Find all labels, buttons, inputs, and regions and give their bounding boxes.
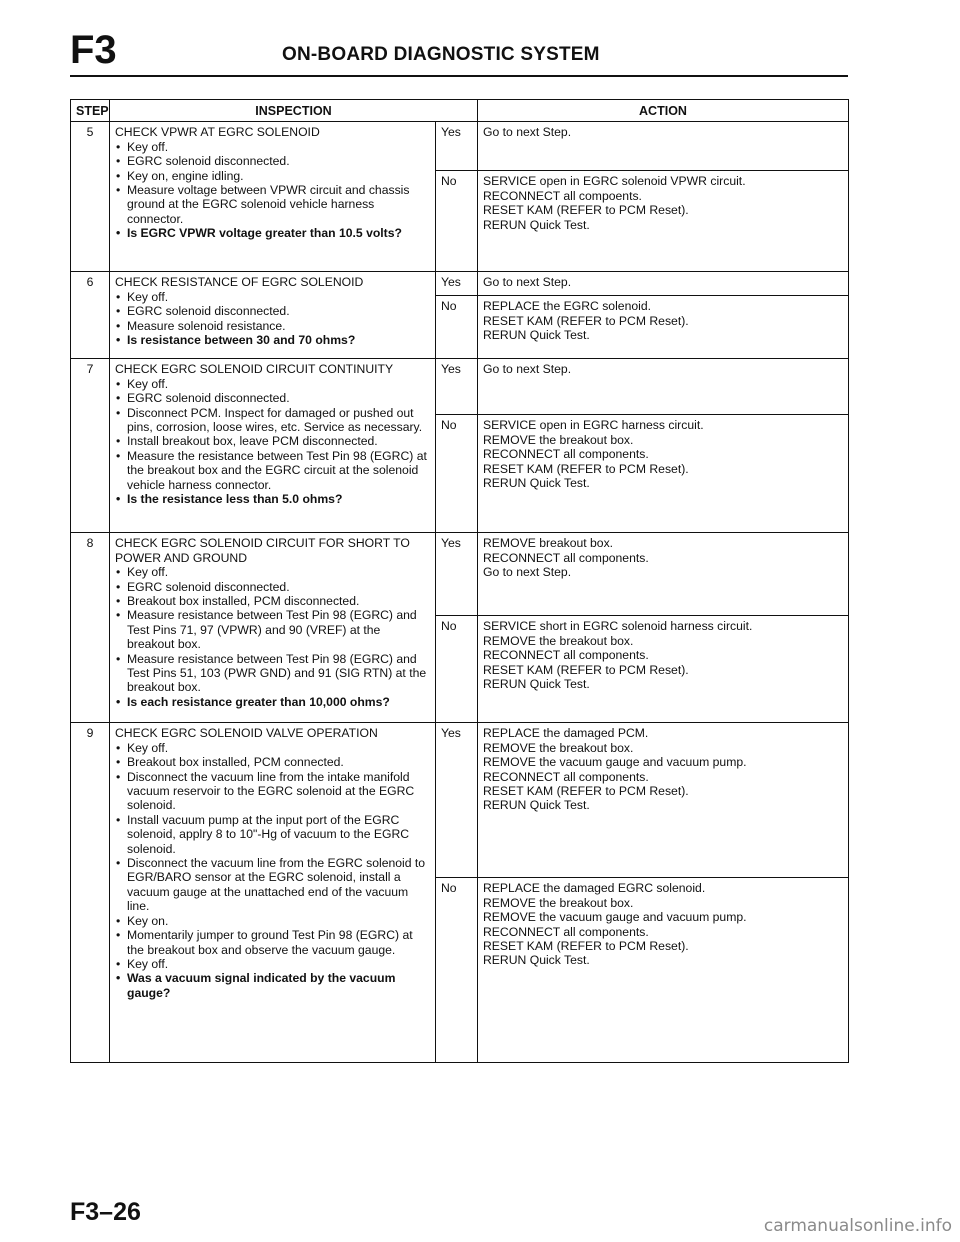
action-line: REMOVE the vacuum gauge and vacuum pump. — [483, 755, 747, 770]
inspection-title: CHECK EGRC SOLENOID CIRCUIT FOR SHORT TO POWER AND GROUND — [115, 536, 410, 565]
action-cell — [478, 272, 849, 296]
inspection-question: • Is the resistance less than 5.0 ohms? — [115, 492, 430, 506]
step-number: 8 — [71, 533, 110, 723]
action-line: REMOVE the breakout box. — [483, 633, 634, 648]
action-cell — [478, 723, 849, 878]
action-cell — [478, 616, 849, 723]
inspection-bullets — [115, 140, 430, 241]
action-line: Go to next Step. — [483, 275, 572, 290]
answer-label: Yes — [436, 723, 478, 878]
inspection-step: • Measure voltage between VPWR circuit and chassis ground at the EGRC solenoid vehicle harness connector. — [115, 183, 430, 226]
inspection-bullets — [115, 741, 430, 1000]
action-line: SERVICE short in EGRC solenoid harness circuit. — [483, 619, 753, 634]
inspection-step: • Disconnect PCM. Inspect for damaged or pushed out pins, corrosion, loose wires, etc. Service as necessary. — [115, 406, 430, 435]
answer-label: No — [436, 296, 478, 359]
action-line: RECONNECT all compoents. — [483, 188, 642, 203]
action-line: Go to next Step. — [483, 125, 572, 140]
action-line: RERUN Quick Test. — [483, 217, 590, 232]
inspection-step: • Key off. — [115, 957, 430, 971]
page-header — [70, 30, 848, 78]
page-number: F3–26 — [70, 1198, 141, 1226]
inspection-title: CHECK VPWR AT EGRC SOLENOID — [115, 125, 320, 140]
action-cell — [478, 415, 849, 533]
action-cell — [478, 122, 849, 171]
inspection-title: CHECK RESISTANCE OF EGRC SOLENOID — [115, 275, 364, 290]
table-row — [71, 122, 849, 171]
action-line: RECONNECT all components. — [483, 447, 649, 462]
header-rule — [70, 75, 848, 77]
action-line: Go to next Step. — [483, 362, 572, 377]
section-code: F3 — [70, 28, 117, 72]
inspection-step: • Measure resistance between Test Pin 98 (EGRC) and Test Pins 71, 97 (VPWR) and 90 (VREF) at the breakout box. — [115, 608, 430, 651]
inspection-bullets — [115, 565, 430, 709]
inspection-question: • Was a vacuum signal indicated by the vacuum gauge? — [115, 971, 430, 1000]
inspection-step: • Install vacuum pump at the input port of the EGRC solenoid, applry 8 to 10"-Hg of vacuum to the EGRC solenoid. — [115, 813, 430, 856]
inspection-bullets — [115, 290, 430, 348]
action-line: RESET KAM (REFER to PCM Reset). — [483, 203, 689, 218]
step-number: 9 — [71, 723, 110, 1063]
diagnostic-table — [70, 99, 849, 1063]
inspection-cell — [110, 533, 436, 723]
inspection-step: • Breakout box installed, PCM connected. — [115, 755, 430, 769]
step-number: 6 — [71, 272, 110, 359]
inspection-step: • Key off. — [115, 741, 430, 755]
action-line: RESET KAM (REFER to PCM Reset). — [483, 784, 689, 799]
action-line: REPLACE the damaged PCM. — [483, 726, 649, 741]
inspection-step: • Key on. — [115, 914, 430, 928]
column-header-action: ACTION — [478, 100, 849, 122]
action-line: RERUN Quick Test. — [483, 953, 590, 968]
inspection-step: • Measure the resistance between Test Pin 98 (EGRC) at the breakout box and the EGRC circuit at the solenoid vehicle harness connector. — [115, 449, 430, 492]
inspection-step: • Momentarily jumper to ground Test Pin 98 (EGRC) at the breakout box and observe the vacuum gauge. — [115, 928, 430, 957]
action-cell — [478, 296, 849, 359]
step-number: 5 — [71, 122, 110, 272]
action-line: RECONNECT all components. — [483, 924, 649, 939]
inspection-cell — [110, 723, 436, 1063]
inspection-step: • EGRC solenoid disconnected. — [115, 391, 430, 405]
inspection-step: • Disconnect the vacuum line from the EGRC solenoid to EGR/BARO sensor at the EGRC solenoid, install a vacuum gauge at the unattached end of the vacuum line. — [115, 856, 430, 914]
inspection-step: • EGRC solenoid disconnected. — [115, 304, 430, 318]
table-header-row — [71, 100, 849, 122]
action-line: REPLACE the EGRC solenoid. — [483, 299, 651, 314]
inspection-step: • Measure solenoid resistance. — [115, 319, 430, 333]
action-line: RERUN Quick Test. — [483, 798, 590, 813]
page-title: ON-BOARD DIAGNOSTIC SYSTEM — [282, 44, 600, 65]
action-cell — [478, 171, 849, 272]
inspection-title: CHECK EGRC SOLENOID VALVE OPERATION — [115, 726, 378, 741]
action-line: REPLACE the damaged EGRC solenoid. — [483, 881, 706, 896]
inspection-step: • Install breakout box, leave PCM disconnected. — [115, 434, 430, 448]
action-line: RERUN Quick Test. — [483, 677, 590, 692]
answer-label: No — [436, 171, 478, 272]
answer-label: Yes — [436, 122, 478, 171]
inspection-question: • Is resistance between 30 and 70 ohms? — [115, 333, 430, 347]
table-row — [71, 723, 849, 878]
action-line: Go to next Step. — [483, 565, 572, 580]
answer-label: No — [436, 878, 478, 1063]
action-line: RECONNECT all components. — [483, 769, 649, 784]
step-number: 7 — [71, 359, 110, 533]
answer-label: Yes — [436, 359, 478, 415]
action-line: RESET KAM (REFER to PCM Reset). — [483, 313, 689, 328]
action-line: REMOVE breakout box. — [483, 536, 614, 551]
action-line: RERUN Quick Test. — [483, 476, 590, 491]
inspection-step: • EGRC solenoid disconnected. — [115, 580, 430, 594]
table-row — [71, 533, 849, 616]
inspection-step: • Breakout box installed, PCM disconnected. — [115, 594, 430, 608]
inspection-cell — [110, 359, 436, 533]
action-line: RECONNECT all components. — [483, 648, 649, 663]
inspection-step: • Key off. — [115, 377, 430, 391]
action-line: SERVICE open in EGRC harness circuit. — [483, 418, 704, 433]
action-cell — [478, 533, 849, 616]
inspection-step: • Disconnect the vacuum line from the intake manifold vacuum reservoir to the EGRC solenoid at the EGRC solenoid. — [115, 770, 430, 813]
inspection-step: • Key on, engine idling. — [115, 169, 430, 183]
action-line: REMOVE the breakout box. — [483, 740, 634, 755]
inspection-cell — [110, 122, 436, 272]
action-line: RESET KAM (REFER to PCM Reset). — [483, 662, 689, 677]
inspection-question: • Is each resistance greater than 10,000 ohms? — [115, 695, 430, 709]
inspection-cell — [110, 272, 436, 359]
table-row — [71, 359, 849, 415]
inspection-title: CHECK EGRC SOLENOID CIRCUIT CONTINUITY — [115, 362, 394, 377]
inspection-step: • Key off. — [115, 290, 430, 304]
action-line: SERVICE open in EGRC solenoid VPWR circuit. — [483, 174, 746, 189]
action-line: RECONNECT all components. — [483, 550, 649, 565]
inspection-bullets — [115, 377, 430, 507]
action-line: RESET KAM (REFER to PCM Reset). — [483, 939, 689, 954]
action-line: REMOVE the breakout box. — [483, 432, 634, 447]
inspection-step: • EGRC solenoid disconnected. — [115, 154, 430, 168]
inspection-step: • Key off. — [115, 565, 430, 579]
inspection-step: • Measure resistance between Test Pin 98 (EGRC) and Test Pins 51, 103 (PWR GND) and 91 (SIG RTN) at the breakout box. — [115, 652, 430, 695]
table-row — [71, 272, 849, 296]
inspection-step: • Key off. — [115, 140, 430, 154]
answer-label: No — [436, 415, 478, 533]
action-line: RERUN Quick Test. — [483, 328, 590, 343]
answer-label: Yes — [436, 272, 478, 296]
column-header-step: STEP — [71, 100, 110, 122]
watermark: carmanualsonline.info — [763, 1216, 952, 1236]
action-cell — [478, 878, 849, 1063]
inspection-question: • Is EGRC VPWR voltage greater than 10.5 volts? — [115, 226, 430, 240]
column-header-inspection: INSPECTION — [110, 100, 478, 122]
answer-label: Yes — [436, 533, 478, 616]
action-line: REMOVE the breakout box. — [483, 895, 634, 910]
table-body — [71, 122, 849, 1063]
action-line: REMOVE the vacuum gauge and vacuum pump. — [483, 910, 747, 925]
action-cell — [478, 359, 849, 415]
answer-label: No — [436, 616, 478, 723]
action-line: RESET KAM (REFER to PCM Reset). — [483, 461, 689, 476]
